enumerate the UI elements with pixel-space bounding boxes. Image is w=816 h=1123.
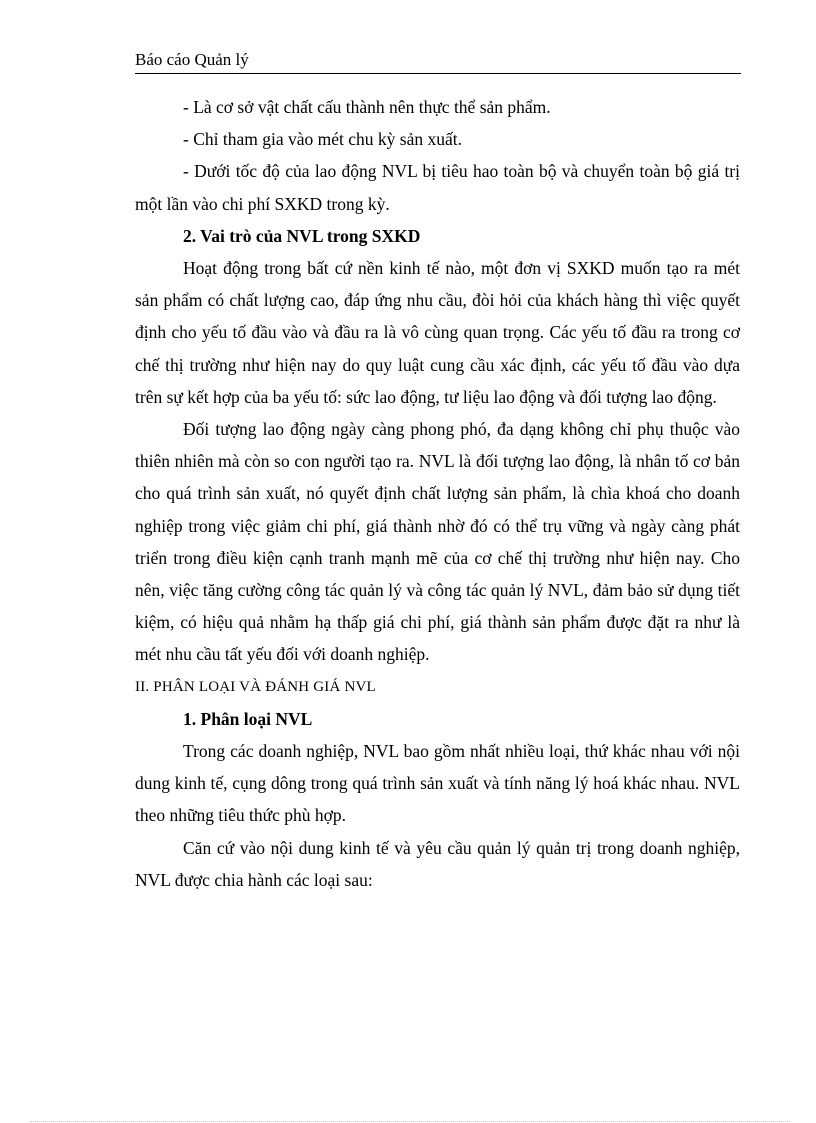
paragraph: Trong các doanh nghiệp, NVL bao gồm nhất nhiều loại, thứ khác nhau với nội dung kinh tế, cụng dông trong quá trình sản xuất và tính năng lý hoá khác nhau. NVL theo những tiêu thức phù hợp.	[135, 741, 740, 826]
paragraph: Đối tượng lao động ngày càng phong phó, đa dạng không chỉ phụ thuộc vào thiên nhiên mà còn so con người tạo ra. NVL là đối tượng lao động, là nhân tố cơ bản cho quá trình sản xuất, nó quyết định chất lượng sản phẩm, là chìa khoá cho doanh nghiệp trong việc giảm chi phí, giá thành nhờ đó có thể trụ vững và ngày càng phát triển trong điều kiện cạnh tranh mạnh mẽ của cơ chế thị trường như hiện nay. Cho nên, việc tăng cường công tác quản lý và công tác quản lý NVL, đảm bảo sử dụng tiết kiệm, có hiệu quả nhằm hạ thấp giá chi phí, giá thành sản phẩm được đặt ra như là mét nhu cầu tất yếu đối với doanh nghiệp.	[135, 419, 740, 665]
header-title: Báo cáo Quản lý	[135, 50, 249, 69]
subheading-role-of-materials: 2. Vai trò của NVL trong SXKD	[183, 225, 421, 246]
page-header	[135, 47, 741, 74]
bullet-item: - Chỉ tham gia vào mét chu kỳ sản xuất.	[183, 129, 462, 150]
bullet-item: - Dưới tốc độ của lao động NVL bị tiêu hao toàn bộ và chuyển toàn bộ giá trị một lần vào chi phí SXKD trong kỳ.	[135, 161, 740, 214]
paragraph: Hoạt động trong bất cứ nền kinh tế nào, một đơn vị SXKD muốn tạo ra mét sản phẩm có chất lượng cao, đáp ứng nhu cầu, đòi hỏi của khách hàng thì việc quyết định cho yếu tố đầu vào và đầu ra là vô cùng quan trọng. Các yếu tố đầu ra trong cơ chế thị trường như hiện nay do quy luật cung cầu xác định, các yếu tố đầu vào dựa trên sự kết hợp của ba yếu tố: sức lao động, tư liệu lao động và đối tượng lao động.	[135, 258, 740, 407]
section-heading: II. PHÂN LOẠI VÀ ĐÁNH GIÁ NVL	[135, 678, 376, 695]
document-body	[135, 91, 740, 896]
footer-divider	[30, 1121, 790, 1122]
subheading-classification: 1. Phân loại NVL	[183, 708, 313, 729]
paragraph: Căn cứ vào nội dung kinh tế và yêu cầu quản lý quản trị trong doanh nghiệp, NVL được chia hành các loại sau:	[135, 837, 740, 890]
bullet-item: - Là cơ sở vật chất cấu thành nên thực thể sản phẩm.	[183, 97, 551, 117]
